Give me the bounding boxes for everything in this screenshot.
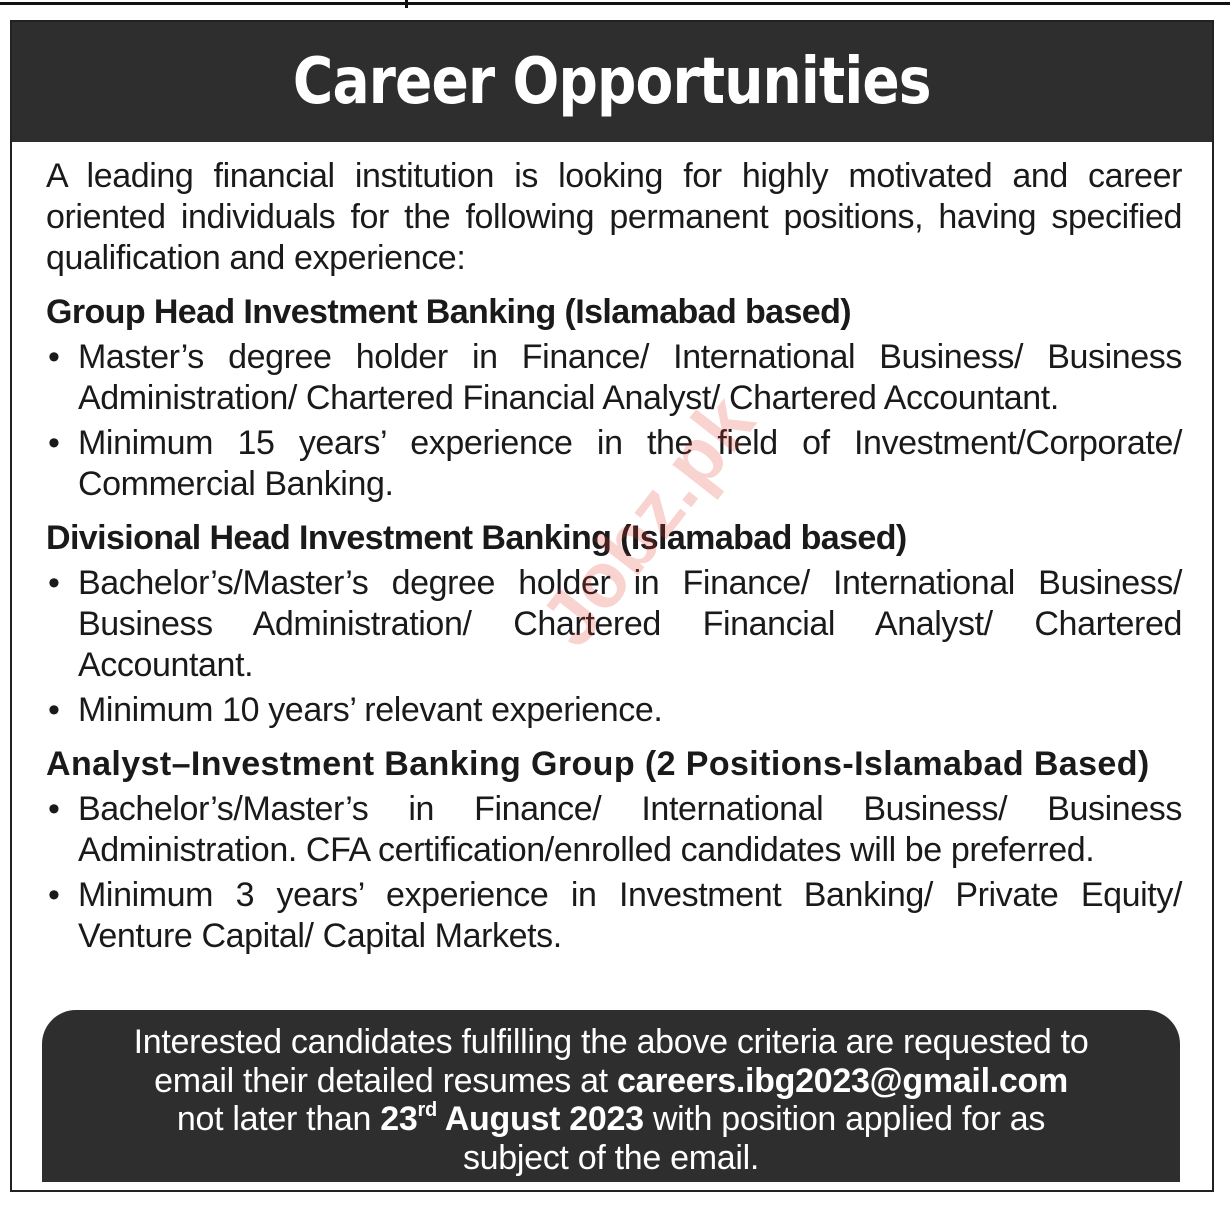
instructions-line (42, 1062, 1180, 1101)
top-rule (0, 2, 1230, 5)
instructions-line: Interested candidates fulfilling the above criteria are requested to (133, 1023, 1089, 1061)
position-section (46, 518, 1182, 731)
application-instructions (42, 1010, 1180, 1182)
email-address[interactable]: careers.ibg2023@gmail.com (616, 1061, 1068, 1100)
position-title: Divisional Head Investment Banking (Islamabad based) (46, 519, 907, 557)
bullet-icon: • (48, 790, 60, 828)
deadline-date (380, 1100, 643, 1138)
position-title: Group Head Investment Banking (Islamabad based) (46, 293, 851, 331)
requirements-list (46, 337, 1182, 505)
requirement-text: Master’s degree holder in Finance/ International Business/ Business Administration/ Chartered Financial Analyst/ Chartered Accountant. (78, 338, 1182, 417)
requirement-text: Bachelor’s/Master’s degree holder in Finance/ International Business/ Business Administration/ Chartered Financial Analyst/ Chartered Accountant. (78, 564, 1182, 684)
bullet-icon: • (48, 338, 60, 376)
intro-paragraph: A leading financial institution is looking for highly motivated and career oriented individuals for the following permanent positions, having specified qualification and experience: (46, 157, 1182, 277)
requirement-text: Minimum 3 years’ experience in Investment Banking/ Private Equity/ Venture Capital/ Capital Markets. (78, 876, 1182, 955)
requirements-list (46, 789, 1182, 957)
requirement-item (46, 423, 1182, 505)
instructions-text: email their detailed resumes at (154, 1061, 617, 1100)
position-title: Analyst–Investment Banking Group (2 Positions-Islamabad Based) (46, 745, 1150, 783)
deadline-month-year: August 2023 (436, 1100, 644, 1138)
requirement-item (46, 789, 1182, 871)
bullet-icon: • (48, 691, 60, 729)
requirement-item (46, 690, 1182, 731)
page-title: Career Opportunities (293, 45, 931, 119)
requirement-text: Minimum 10 years’ relevant experience. (78, 691, 663, 729)
deadline-day-suffix: rd (417, 1099, 437, 1121)
top-tick-mark (405, 0, 408, 8)
instructions-line (42, 1100, 1180, 1139)
advertisement-frame (10, 20, 1214, 1192)
requirement-item (46, 875, 1182, 957)
position-section (46, 292, 1182, 505)
requirement-text: Bachelor’s/Master’s in Finance/ International Business/ Business Administration. CFA certification/enrolled candidates will be preferred. (78, 790, 1182, 869)
instructions-line: subject of the email. (462, 1138, 760, 1177)
requirement-text: Minimum 15 years’ experience in the field of Investment/Corporate/ Commercial Banking. (78, 424, 1182, 503)
position-section (46, 744, 1182, 957)
instructions-text: not later than (176, 1100, 381, 1138)
header-banner (12, 22, 1212, 142)
instructions-text: with position applied for as (643, 1100, 1046, 1138)
requirements-list (46, 563, 1182, 731)
deadline-day: 23 (380, 1100, 418, 1138)
watermark: Jobz.pk (522, 378, 771, 662)
requirement-item (46, 563, 1182, 686)
bullet-icon: • (48, 564, 60, 602)
bullet-icon: • (48, 424, 60, 462)
requirement-item (46, 337, 1182, 419)
bullet-icon: • (48, 876, 60, 914)
ad-body (46, 156, 1182, 961)
